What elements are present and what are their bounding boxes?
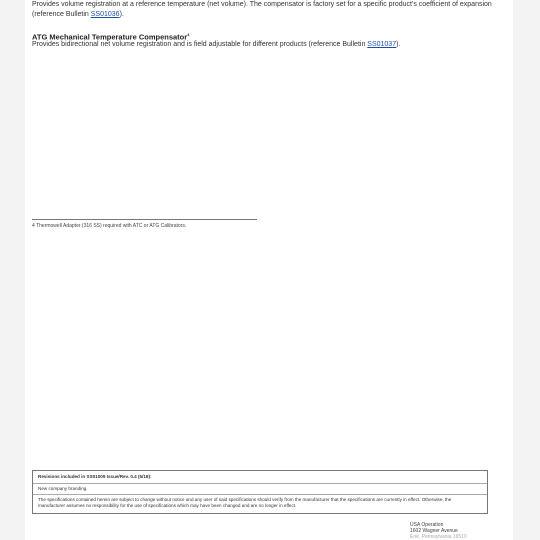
company-address (410, 522, 467, 540)
footnote-divider (32, 219, 257, 220)
revisions-title: Revisions included in SS01009 Issue/Rev. 0.4 (5/18): (38, 474, 152, 479)
disclaimer-text: The specifications contained herein are subject to change without notice and any user of said specifications should verify from the manufacturer that the specifications are currently in effect. Otherwise, the manufacturer assumes no responsibility for the use of specifications which may have been changed and are no longer in effect. (38, 497, 452, 508)
footnote-marker: 4 (187, 32, 190, 37)
atg-description (32, 40, 502, 50)
footnote: 4 Thermowell Adapter (316 SS) required with ATC or ATG Calibrators. (32, 223, 187, 229)
paragraph-end: ). (119, 11, 124, 18)
paragraph-end: ). (396, 41, 401, 48)
document-page (25, 0, 513, 540)
bulletin-link-ss01036[interactable]: SS01036 (90, 11, 120, 18)
compensator-description (32, 0, 502, 20)
bulletin-link-ss01037[interactable]: SS01037 (367, 41, 397, 48)
paragraph-text: Provides volume registration at a reference temperature (net volume). The compensator is factory set for a specific product's coefficient of expansion (reference Bulletin (32, 1, 492, 18)
revisions-table (32, 470, 488, 514)
address-line-3: Erie, Pennsylvania 16510 (410, 534, 467, 540)
address-line-1: USA Operation (410, 522, 444, 528)
paragraph-text: Provides bidirectional net volume registration and is field adjustable for different products (reference Bulletin (32, 41, 368, 48)
address-line-2: 1602 Wagner Avenue (410, 528, 458, 534)
revision-item: New company branding. (38, 486, 88, 491)
heading-text: ATG Mechanical Temperature Compensator (32, 32, 188, 42)
disclaimer-row (33, 494, 487, 513)
